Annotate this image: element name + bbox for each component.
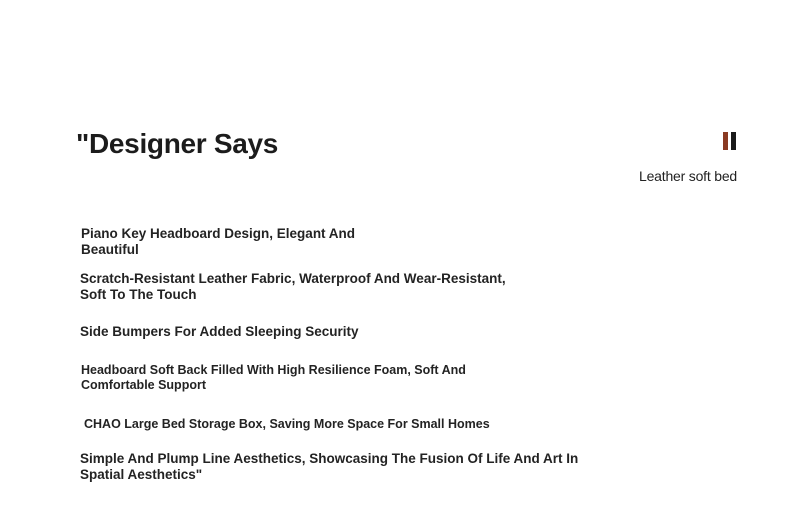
- accent-bar: [723, 132, 728, 150]
- headline: "Designer Says: [76, 128, 279, 159]
- product-subtitle: Leather soft bed: [639, 168, 737, 184]
- feature-item: Side Bumpers For Added Sleeping Security: [80, 324, 359, 339]
- feature-item: Headboard Soft Back Filled With High Resilience Foam, Soft And Comfortable Support: [81, 363, 466, 392]
- dark-bar: [731, 132, 736, 150]
- decorative-bars-icon: [723, 132, 737, 150]
- feature-item: Simple And Plump Line Aesthetics, Showcasing The Fusion Of Life And Art In Spatial Aesthetics": [80, 451, 579, 482]
- feature-item: Scratch-Resistant Leather Fabric, Waterproof And Wear-Resistant, Soft To The Touch: [80, 271, 506, 302]
- feature-item: Piano Key Headboard Design, Elegant And Beautiful: [81, 226, 356, 257]
- feature-item: CHAO Large Bed Storage Box, Saving More Space For Small Homes: [84, 417, 490, 431]
